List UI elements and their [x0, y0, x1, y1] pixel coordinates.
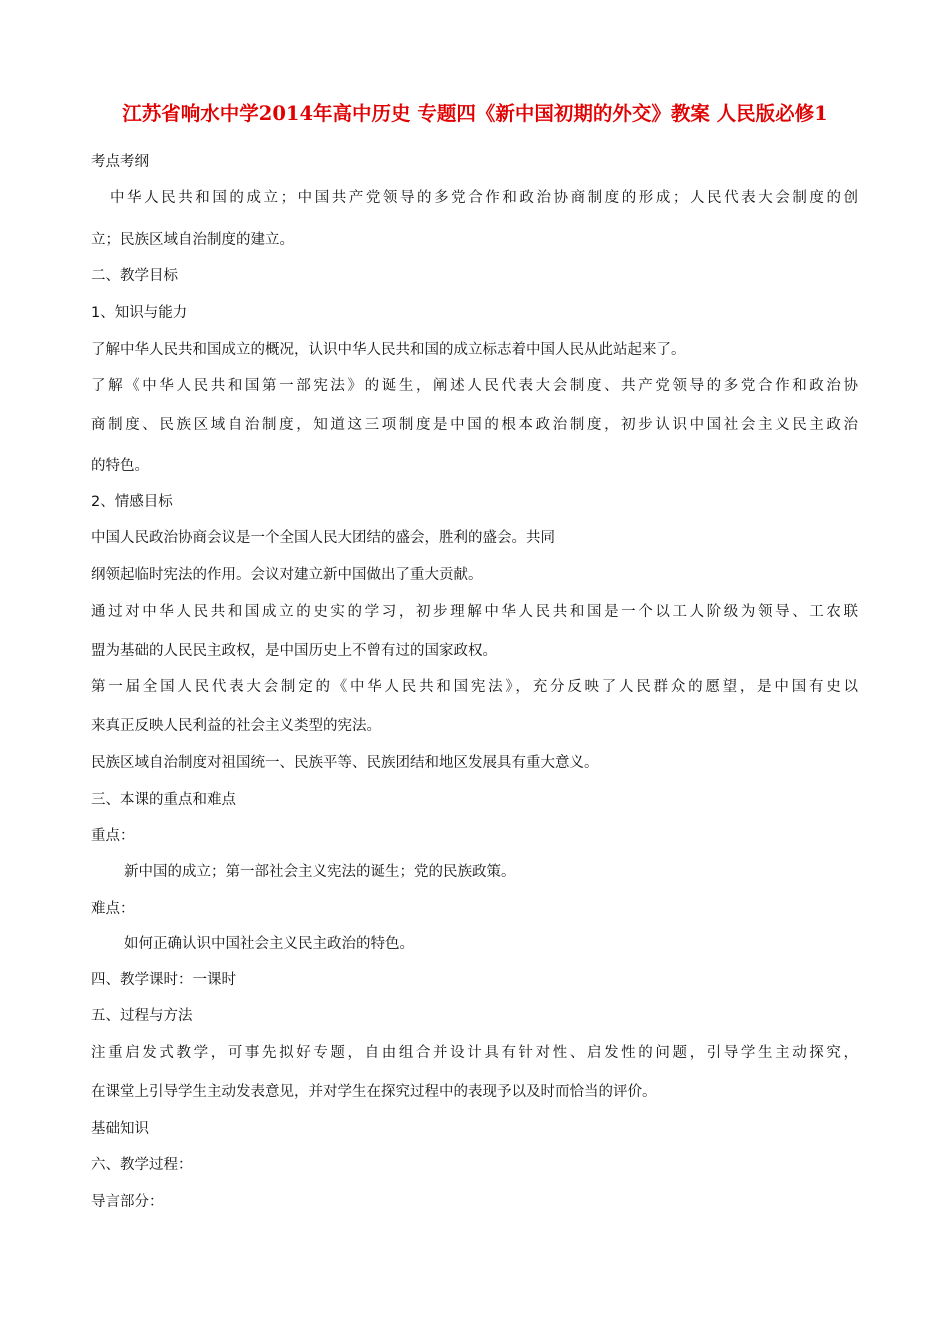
paragraph-line: 了解《中华人民共和国第一部宪法》的诞生，阐述人民代表大会制度、共产党领导的多党合作和政治协 [91, 378, 858, 394]
paragraph-line: 立；民族区域自治制度的建立。 [91, 232, 294, 248]
paragraph-line: 盟为基础的人民民主政权，是中国历史上不曾有过的国家政权。 [91, 643, 497, 659]
paragraph-line: 新中国的成立；第一部社会主义宪法的诞生；党的民族政策。 [124, 864, 516, 880]
section-heading: 六、教学过程： [91, 1157, 193, 1173]
paragraph-line: 如何正确认识中国社会主义民主政治的特色。 [124, 936, 414, 952]
section-heading: 五、过程与方法 [91, 1008, 193, 1024]
section-heading: 导言部分： [91, 1194, 164, 1210]
subsection-heading: 1、知识与能力 [91, 305, 188, 321]
paragraph-line: 的特色。 [91, 458, 149, 474]
section-heading: 三、本课的重点和难点 [91, 792, 236, 808]
subsection-heading: 2、情感目标 [91, 494, 173, 510]
paragraph-line: 第一届全国人民代表大会制定的《中华人民共和国宪法》，充分反映了人民群众的愿望，是中国有史以 [91, 679, 858, 695]
label-difficult-point: 难点： [91, 901, 135, 917]
section-heading: 基础知识 [91, 1121, 149, 1137]
paragraph-line: 来真正反映人民利益的社会主义类型的宪法。 [91, 718, 381, 734]
document-title: 江苏省响水中学2014年高中历史 专题四《新中国初期的外交》教案 人民版必修1 [122, 102, 828, 125]
paragraph-line: 中国人民政治协商会议是一个全国人民大团结的盛会，胜利的盛会。共同 [91, 530, 555, 546]
paragraph-line: 商制度、民族区域自治制度，知道这三项制度是中国的根本政治制度，初步认识中国社会主义民主政治 [91, 417, 858, 433]
section-heading: 四、教学课时：一课时 [91, 972, 236, 988]
section-heading: 二、教学目标 [91, 268, 178, 284]
paragraph-line: 了解中华人民共和国成立的概况，认识中华人民共和国的成立标志着中国人民从此站起来了。 [91, 342, 686, 358]
label-key-point: 重点： [91, 828, 135, 844]
paragraph-line: 纲领起临时宪法的作用。会议对建立新中国做出了重大贡献。 [91, 567, 483, 583]
paragraph-line: 中华人民共和国的成立；中国共产党领导的多党合作和政治协商制度的形成；人民代表大会制度的创 [110, 190, 858, 206]
section-heading: 考点考纲 [91, 154, 149, 170]
paragraph-line: 民族区域自治制度对祖国统一、民族平等、民族团结和地区发展具有重大意义。 [91, 755, 599, 771]
paragraph-line: 在课堂上引导学生主动发表意见，并对学生在探究过程中的表现予以及时而恰当的评价。 [91, 1084, 657, 1100]
paragraph-line: 通过对中华人民共和国成立的史实的学习，初步理解中华人民共和国是一个以工人阶级为领导、工农联 [91, 604, 858, 620]
paragraph-line: 注重启发式教学，可事先拟好专题，自由组合并设计具有针对性、启发性的问题，引导学生主动探究， [91, 1045, 858, 1061]
